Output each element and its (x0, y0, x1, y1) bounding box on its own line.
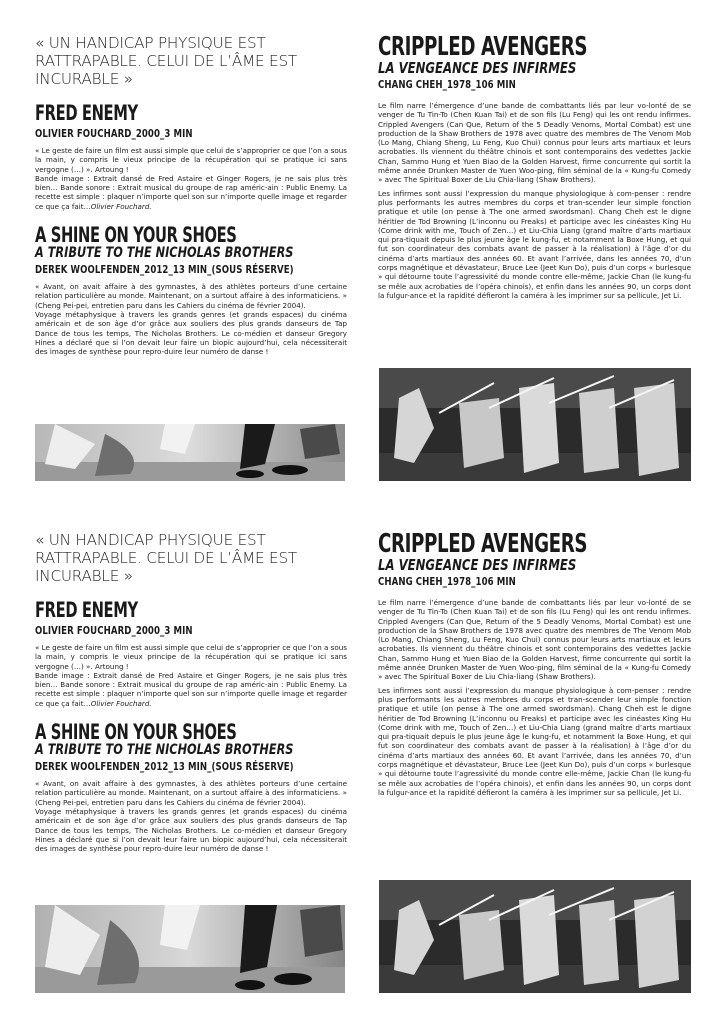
film-description: Les infirmes sont aussi l’expression du manque physiologique à com-penser : rendre plus performants les autres membres du corps et tran-scender leur simple fonction pratique et utile (on pense à The one armed swordsman). Chang Cheh est le digne héritier de Tod Browning (L’inconnu ou Freaks) et participe avec les cinéastes King Hu (Come drink with me, Touch of Zen…) et Liu-Chia Liang (grand maître d’arts martiaux qui pra-tiquait depuis le plus jeune âge le kung-fu, et notamment la Boxe Hung, et qui fut son coordinateur des combats avant de passer à la réalisation) à l’âge d’or du cinéma d’arts martiaux des années 60. Et avant l’arrivée, dans les années 70, d’un corps magnétique et dévastateur, Bruce Lee (Jeet Kun Do), puis d’un corps « burlesque » qui détourne toute l’agressivité du monde contre elle-même, Jackie Chan (le kung-fu se mêle aux acrobaties de l’opéra chinois), et enfin dans les années 90, un corps dont la fulgur-ance et la rapidité défieront la caméra à les imprimer sur sa pellicule, Jet Li. (378, 685, 691, 797)
film-description-text: Bande image : Extrait dansé de Fred Astaire et Ginger Rogers, je ne sais plus très bien… Bande sonore : Extrait musical du groupe de rap améric-ain : Public Enemy. La recette est simple : plaquer n’importe quel son sur n’importe quelle image et regarder ce que ça fait… (35, 670, 347, 708)
film-subtitle: LA VENGEANCE DES INFIRMES (378, 59, 577, 77)
film-credit: DEREK WOOLFENDEN_2012_13 MIN_(SOUS RÉSERVE) (35, 263, 294, 277)
film-description: « Avant, on avait affaire à des gymnastes, à des athlètes porteurs d’une certaine relation particulière au monde. Maintenant, on a surtout affaire à des informaticiens. » (Cheng Pei-pei, entretien paru dans les Cahiers du cinéma de février 2004). (35, 282, 347, 310)
martial-arts-still-photo (379, 368, 691, 481)
film-credit: DEREK WOOLFENDEN_2012_13 MIN_(SOUS RÉSERVE) (35, 760, 294, 774)
film-credit: OLIVIER FOUCHARD_2000_3 MIN (35, 624, 193, 637)
left-column (35, 531, 347, 853)
film-subtitle: A TRIBUTE TO THE NICHOLAS BROTHERS (35, 245, 294, 262)
signature: Olivier Fouchard. (90, 201, 152, 211)
film-description (35, 174, 347, 211)
film-credit: OLIVIER FOUCHARD_2000_3 MIN (35, 127, 193, 140)
dance-still-image (35, 905, 345, 993)
film-description: « Avant, on avait affaire à des gymnastes, à des athlètes porteurs d’une certaine relation particulière au monde. Maintenant, on a surtout affaire à des informaticiens. » (Cheng Pei-pei, entretien paru dans les Cahiers du cinéma de février 2004). (35, 779, 347, 807)
film-description: Le film narre l’émergence d’une bande de combattants liés par leur vo-lonté de se venger de Tu Tin-To (Chen Kuan Tai) et de son fils (Lu Feng) qui les ont rendu infirmes. Crippled Avengers (Can Que, Return of the 5 Deadly Venoms, Mortal Combat) est une production de la Shaw Brothers de 1978 avec quatre des membres de The Venom Mob (Lo Mang, Chiang Sheng, Lu Feng, Kuo Chui) connus pour leurs arts martiaux et leurs acrobaties. Ils viennent du théâtre chinois et sont contemporains des vedettes Jackie Chan, Sammo Hung et Yuen Biao de la Golden Harvest, firme concurrente qui sortit la même année Drunken Master de Yuen Woo-ping, film séminal de la « Kung-fu Comedy » avec The Spiritual Boxer de Liu Chia-liang (Shaw Brothers). (378, 598, 691, 682)
film-title: A SHINE ON YOUR SHOES (35, 223, 237, 248)
pull-quote: « UN HANDICAP PHYSIQUE EST RATTRAPABLE. CELUI DE L’ÂME EST INCURABLE » (35, 34, 297, 88)
film-description-text: Bande image : Extrait dansé de Fred Astaire et Ginger Rogers, je ne sais plus très bien… Bande sonore : Extrait musical du groupe de rap améric-ain : Public Enemy. La recette est simple : plaquer n’importe quel son sur n’importe quelle image et regarder ce que ça fait… (35, 173, 347, 211)
film-title: FRED ENEMY (35, 101, 138, 125)
martial-arts-still-image (379, 880, 691, 993)
dance-still-photo (35, 905, 345, 993)
film-title: A SHINE ON YOUR SHOES (35, 720, 237, 745)
film-description: Voyage métaphysique à travers les grands genres (et grands espaces) du cinéma américain et de son âge d’or grâce aux souliers des plus grands danseurs de Tap Dance de tous les temps, The Nicholas Brothers. Le co-médien et danseur Gregory Hines a déclaré que si l’on devait leur faire un biopic aujourd’hui, cela nécessiterait des images de synthèse pour repro-duire leur numéro de danse ! (35, 806, 347, 854)
film-title: CRIPPLED AVENGERS (378, 32, 588, 62)
martial-arts-still-image (379, 368, 691, 481)
martial-arts-still-photo (379, 880, 691, 993)
film-description: Le film narre l’émergence d’une bande de combattants liés par leur vo-lonté de se venger de Tu Tin-To (Chen Kuan Tai) et de son fils (Lu Feng) qui les ont rendu infirmes. Crippled Avengers (Can Que, Return of the 5 Deadly Venoms, Mortal Combat) est une production de la Shaw Brothers de 1978 avec quatre des membres de The Venom Mob (Lo Mang, Chiang Sheng, Lu Feng, Kuo Chui) connus pour leurs arts martiaux et leurs acrobaties. Ils viennent du théâtre chinois et sont contemporains des vedettes Jackie Chan, Sammo Hung et Yuen Biao de la Golden Harvest, firme concurrente qui sortit la même année Drunken Master de Yuen Woo-ping, film séminal de la « Kung-fu Comedy » avec The Spiritual Boxer de Liu Chia-liang (Shaw Brothers). (378, 101, 691, 185)
right-column (378, 531, 691, 797)
film-description: Voyage métaphysique à travers les grands genres (et grands espaces) du cinéma américain et de son âge d’or grâce aux souliers des plus grands danseurs de Tap Dance de tous les temps, The Nicholas Brothers. Le co-médien et danseur Gregory Hines a déclaré que si l’on devait leur faire un biopic aujourd’hui, cela nécessiterait des images de synthèse pour repro-duire leur numéro de danse ! (35, 309, 347, 357)
film-credit: CHANG CHEH_1978_106 MIN (378, 78, 516, 91)
film-description: « Le geste de faire un film est aussi simple que celui de s’approprier ce que l’on a sous la main, y compris le vieux principe de la récupération qui se pratique ici sans vergogne (…) ». Artoung ! (35, 146, 347, 174)
dance-still-photo (35, 424, 345, 481)
film-description: « Le geste de faire un film est aussi simple que celui de s’approprier ce que l’on a sous la main, y compris le vieux principe de la récupération qui se pratique ici sans vergogne (…) ». Artoung ! (35, 643, 347, 671)
film-title: CRIPPLED AVENGERS (378, 529, 588, 559)
film-description (35, 671, 347, 708)
film-credit: CHANG CHEH_1978_106 MIN (378, 575, 516, 588)
left-column (35, 34, 347, 356)
dance-still-image (35, 424, 345, 481)
right-column (378, 34, 691, 300)
program-block-2 (0, 497, 725, 1009)
film-subtitle: A TRIBUTE TO THE NICHOLAS BROTHERS (35, 742, 294, 759)
film-description: Les infirmes sont aussi l’expression du manque physiologique à com-penser : rendre plus performants les autres membres du corps et tran-scender leur simple fonction pratique et utile (on pense à The one armed swordsman). Chang Cheh est le digne héritier de Tod Browning (L’inconnu ou Freaks) et participe avec les cinéastes King Hu (Come drink with me, Touch of Zen…) et Liu-Chia Liang (grand maître d’arts martiaux qui pra-tiquait depuis le plus jeune âge le kung-fu, et notamment la Boxe Hung, et qui fut son coordinateur des combats avant de passer à la réalisation) à l’âge d’or du cinéma d’arts martiaux des années 60. Et avant l’arrivée, dans les années 70, d’un corps magnétique et dévastateur, Bruce Lee (Jeet Kun Do), puis d’un corps « burlesque » qui détourne toute l’agressivité du monde contre elle-même, Jackie Chan (le kung-fu se mêle aux acrobaties de l’opéra chinois), et enfin dans les années 90, un corps dont la fulgur-ance et la rapidité défieront la caméra à les imprimer sur sa pellicule, Jet Li. (378, 188, 691, 300)
film-subtitle: LA VENGEANCE DES INFIRMES (378, 556, 577, 574)
signature: Olivier Fouchard. (90, 698, 152, 708)
film-title: FRED ENEMY (35, 598, 138, 622)
pull-quote: « UN HANDICAP PHYSIQUE EST RATTRAPABLE. CELUI DE L’ÂME EST INCURABLE » (35, 531, 297, 585)
